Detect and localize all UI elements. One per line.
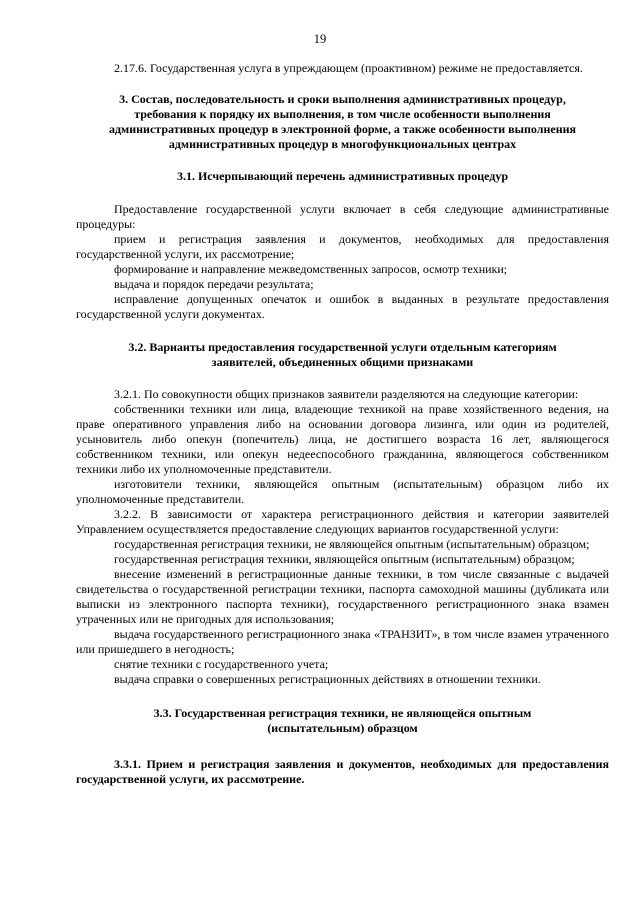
paragraph: 3.2.1. По совокупности общих признаков заявители разделяются на следующие категории: (114, 387, 579, 401)
list-item: государственная регистрация техники, не являющейся опытным (испытательным) образцом; (114, 537, 590, 551)
section-3-1-body (76, 202, 609, 322)
list-item: выдача государственного регистрационного знака «ТРАНЗИТ», в том числе взамен утраченного или пришедшего в негодность; (76, 627, 609, 656)
paragraph: 3.2.2. В зависимости от характера регистрационного действия и категории заявителей Управлением осуществляется предоставление следующих вариантов государственной услуги: (76, 507, 609, 536)
list-item: внесение изменений в регистрационные данные техники, в том числе связанные с выдачей свидетельства о государственной регистрации техники, паспорта самоходной машины (дубликата или выписки из электронного паспорта техники), государственного регистрационного знака взамен утраченных или не пригодных для использования; (76, 567, 609, 626)
section-3-2-body (76, 387, 609, 687)
page-number: 19 (313, 32, 327, 46)
list-item: прием и регистрация заявления и документов, необходимых для предоставления государственной услуги, их рассмотрение; (76, 232, 609, 261)
list-item: исправление допущенных опечаток и ошибок в выданных в результате предоставления государственной услуги документах. (76, 292, 609, 321)
section-3-2-heading: 3.2. Варианты предоставления государственной услуги отдельным категориям заявителей, объединенных общими признаками (128, 340, 557, 369)
list-item: снятие техники с государственного учета; (114, 657, 329, 671)
paragraph-2-17-6: 2.17.6. Государственная услуга в упреждающем (проактивном) режиме не предоставляется. (114, 61, 583, 75)
paragraph: Предоставление государственной услуги включает в себя следующие административные процедуры: (76, 202, 609, 231)
section-3-1-heading: 3.1. Исчерпывающий перечень административных процедур (176, 169, 509, 183)
section-3-3-heading: 3.3. Государственная регистрация техники, не являющейся опытным (испытательным) образцом (153, 706, 532, 735)
list-item: государственная регистрация техники, являющейся опытным (испытательным) образцом; (114, 552, 575, 566)
list-item: выдача и порядок передачи результата; (114, 277, 314, 291)
list-item: изготовители техники, являющейся опытным (испытательным) образцом либо их уполномоченные представители. (76, 477, 609, 506)
paragraph-3-3-1: 3.3.1. Прием и регистрация заявления и документов, необходимых для предоставления государственной услуги, их рассмотрение. (76, 757, 609, 786)
page-content (76, 61, 609, 787)
list-item: формирование и направление межведомственных запросов, осмотр техники; (114, 262, 508, 276)
list-item: собственники техники или лица, владеющие техникой на праве хозяйственного ведения, на праве оперативного управления либо на основании договора лизинга, или один из родителей, усыновитель либо опекун (попечитель) лица, не достигшего возраста 16 лет, являющегося собственником техники, или опекун недееспособного гражданина, являющегося собственником техники либо их уполномоченные представители. (76, 402, 609, 476)
list-item: выдача справки о совершенных регистрационных действиях в отношении техники. (114, 672, 541, 686)
section-3-heading: 3. Состав, последовательность и сроки выполнения административных процедур, требования к порядку их выполнения, в том числе особенности выполнения административных процедур в электронной форме, а также особенности выполнения административных процедур в многофункциональных центрах (108, 92, 577, 151)
